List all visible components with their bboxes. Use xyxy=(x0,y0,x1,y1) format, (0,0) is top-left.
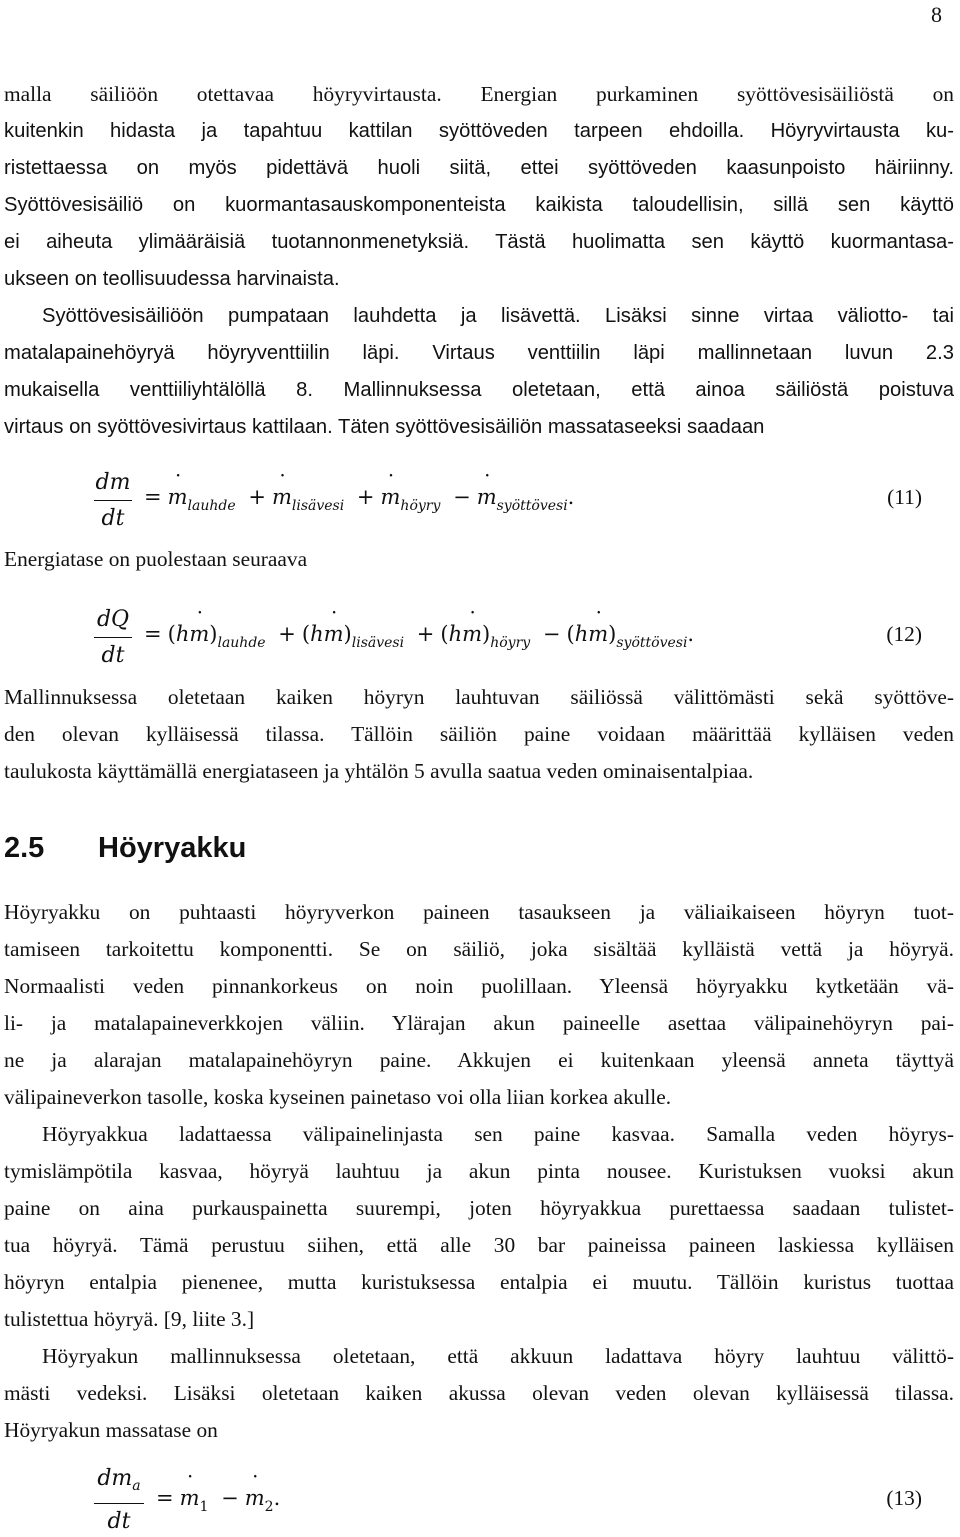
section-number: 2.5 xyxy=(4,832,45,864)
equation-rhs: =˙ $m_{lauhde}$ +˙ $m_{lisävesi}$ +˙ $m_{höyry}$ −˙ $m_{syöttövesi}$. xyxy=(138,485,574,514)
text-line: Mallinnuksessa oletetaan kaiken höyryn lauhtuvan säiliössä välittömästi sekä syöttöve- xyxy=(4,685,954,709)
operator: − xyxy=(542,622,561,646)
text-line: taulukosta käyttämällä energiataseen ja yhtälön 5 avulla saatua veden ominaisentalpiaa. xyxy=(4,759,754,783)
subscript: 2 xyxy=(264,1499,274,1515)
text-line: Höyryakun massatase on xyxy=(4,1418,218,1442)
equation-12 xyxy=(94,605,944,675)
equation-13 xyxy=(94,1464,944,1534)
fraction xyxy=(94,1464,144,1537)
text-line: Höyryakun mallinnuksessa oletetaan, että akkuun ladattava höyry lauhtuu välittö- xyxy=(42,1344,954,1368)
text-line: höyryn entalpia pienenee, mutta kuristuksessa entalpia ei muutu. Tällöin kuristus tuottaa xyxy=(4,1270,954,1294)
text-line: paine on aina purkauspainetta suurempi, joten höyryakkua purettaessa saadaan tulistet- xyxy=(4,1196,954,1220)
text-line: tymislämpötila kasvaa, höyryä lauhtuu ja akun pinta nousee. Kuristuksen vuoksi akun xyxy=(4,1159,954,1183)
subscript: lisävesi xyxy=(351,635,405,651)
fraction-denominator: dt xyxy=(101,506,125,531)
text-line: Energiatase on puolestaan seuraava xyxy=(4,547,308,571)
subscript: a xyxy=(132,1478,141,1494)
text-line: virtaus on syöttövesivirtaus kattilaan. Täten syöttövesisäiliön massataseeksi saadaan xyxy=(4,416,765,438)
text-line: Höyryakkua ladattaessa välipainelinjasta sen paine kasvaa. Samalla veden höyrys- xyxy=(42,1122,954,1146)
equation-number: (11) xyxy=(887,485,922,509)
equation-rhs: =˙ $m_1$ −˙ $m_2$. xyxy=(150,1486,280,1515)
fraction-numerator: dQ xyxy=(96,607,130,632)
text-line: Normaalisti veden pinnankorkeus on noin puolillaan. Yleensä höyryakku kytketään vä- xyxy=(4,974,954,998)
subscript: 1 xyxy=(199,1499,209,1515)
fraction xyxy=(94,468,132,534)
operator: = xyxy=(144,622,162,646)
text-line: matalapainehöyryä höyryventtiilin läpi. Virtaus venttiilin läpi mallinnetaan luvun 2.3 xyxy=(4,342,954,364)
text-line: tua höyryä. Tämä perustuu siihen, että alle 30 bar paineissa paineen laskiessa kylläisen xyxy=(4,1233,954,1257)
fraction-bar xyxy=(94,1503,144,1504)
fraction-bar xyxy=(94,637,132,638)
text-line: ukseen on teollisuudessa harvinaista. xyxy=(4,268,340,290)
subscript: höyry xyxy=(490,635,531,651)
text-line: li- ja matalapaineverkkojen väliin. Ylärajan akun paineelle asettaa välipainehöyryn pai- xyxy=(4,1011,954,1035)
text-line: ei aiheuta ylimääräisiä tuotannonmenetyksiä. Tästä huolimatta sen käyttö kuormantasa- xyxy=(4,231,954,253)
operator: = xyxy=(156,1486,174,1510)
operator: − xyxy=(221,1486,239,1510)
operator: + xyxy=(278,622,296,646)
fraction-denominator: dt xyxy=(107,1509,131,1534)
equation-rhs: = (h˙ $m)_{lauhde}$ + (h˙ $m)_{lisävesi}$ + (h˙ $m)_{höyry}$ − (h˙ $m)_{syöttövesi}$. xyxy=(138,622,694,651)
section-title: Höyryakku xyxy=(98,832,247,864)
text-line: kuitenkin hidasta ja tapahtuu kattilan syöttöveden tarpeen ehdoilla. Höyryvirtausta ku- xyxy=(4,120,954,142)
operator: = xyxy=(144,485,162,509)
text-line: Syöttövesisäiliö on kuormantasauskomponenteista kaikista taloudellisin, sillä sen käyttö xyxy=(4,194,954,216)
text-line: mukaisella venttiiliyhtälöllä 8. Mallinnuksessa oletetaan, että ainoa säiliöstä poistuva xyxy=(4,379,954,401)
section-heading xyxy=(4,832,246,865)
subscript: syöttövesi xyxy=(616,635,688,651)
text-line: malla säiliöön otettavaa höyryvirtausta. Energian purkaminen syöttövesisäiliöstä on xyxy=(4,82,954,106)
fraction xyxy=(94,605,132,671)
text-line: den olevan kylläisessä tilassa. Tällöin säiliön paine voidaan määrittää kylläisen veden xyxy=(4,722,954,746)
fraction-numerator: dm xyxy=(95,470,131,495)
text-line: ne ja alarajan matalapainehöyryn paine. Akkujen ei kuitenkaan yleensä anneta täyttyä xyxy=(4,1048,954,1072)
text-line: Syöttövesisäiliöön pumpataan lauhdetta ja lisävettä. Lisäksi sinne virtaa väliotto- tai xyxy=(42,305,954,327)
text-line: välipaineverkon tasolle, koska kyseinen painetaso voi olla liian korkea akulle. xyxy=(4,1085,672,1109)
operator: + xyxy=(416,622,435,646)
text-line: Höyryakku on puhtaasti höyryverkon paineen tasaukseen ja väliaikaiseen höyryn tuot- xyxy=(4,900,954,924)
subscript: lisävesi xyxy=(291,498,345,514)
subscript: lauhde xyxy=(187,498,236,514)
subscript: lauhde xyxy=(217,635,266,651)
equation-number: (12) xyxy=(886,622,922,646)
numerator-symbol: dm xyxy=(97,1466,133,1491)
fraction-numerator xyxy=(94,1464,144,1501)
text-line: mästi vedeksi. Lisäksi oletetaan kaiken akussa olevan veden olevan kylläisessä tilassa. xyxy=(4,1381,954,1405)
text-line: tulistettua höyryä. [9, liite 3.] xyxy=(4,1307,255,1331)
operator: + xyxy=(248,485,266,509)
fraction-denominator: dt xyxy=(101,643,125,668)
page-number: 8 xyxy=(931,2,942,27)
equation-11 xyxy=(94,468,944,538)
text-line: tamiseen tarkoitettu komponentti. Se on säiliö, joka sisältää kylläistä vettä ja höyryä. xyxy=(4,937,954,961)
operator: + xyxy=(356,485,375,509)
operator: − xyxy=(453,485,471,509)
subscript: syöttövesi xyxy=(496,498,568,514)
fraction-bar xyxy=(94,500,132,501)
text-line: ristettaessa on myös pidettävä huoli siitä, ettei syöttöveden kaasunpoisto häiriinny. xyxy=(4,157,954,179)
subscript: höyry xyxy=(400,498,441,514)
equation-number: (13) xyxy=(886,1486,922,1510)
